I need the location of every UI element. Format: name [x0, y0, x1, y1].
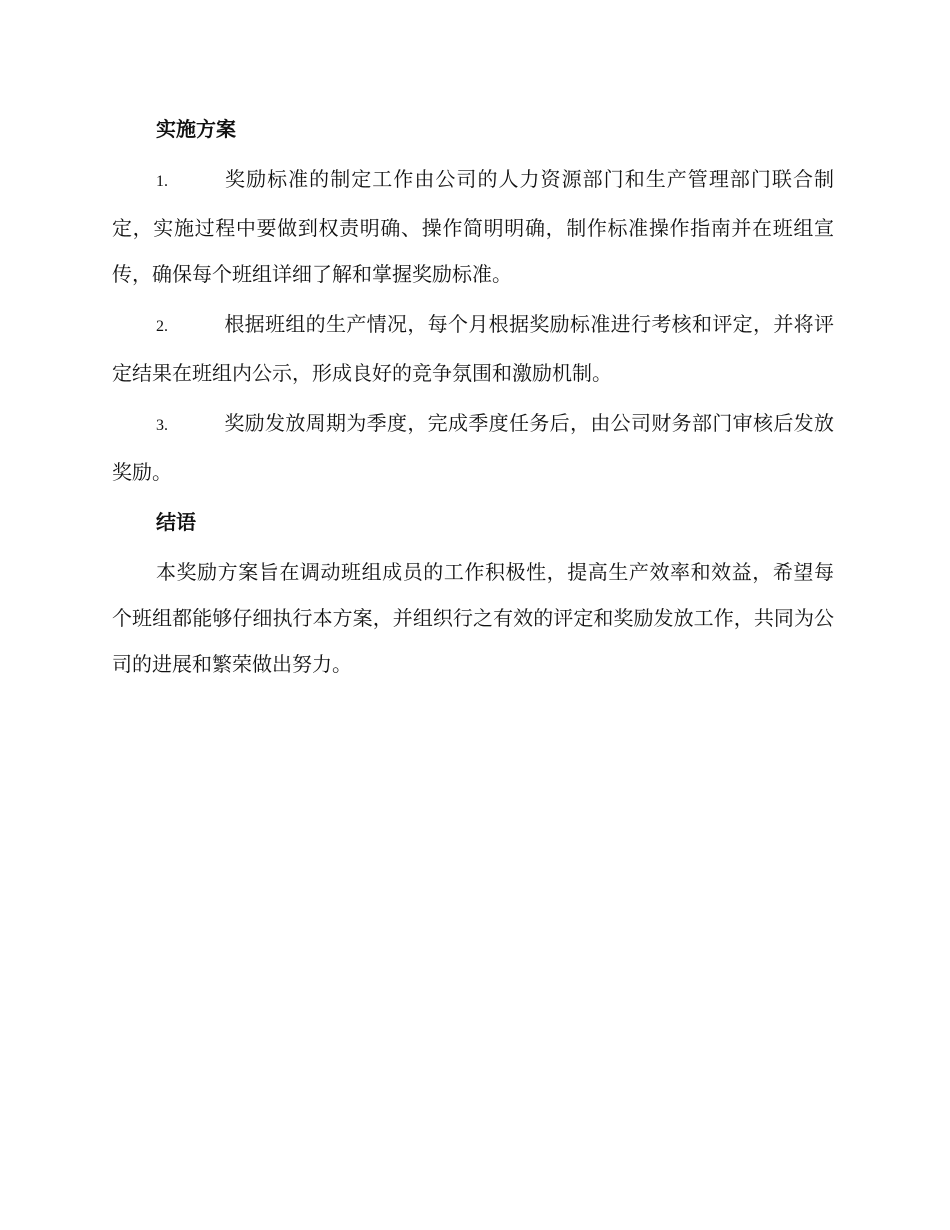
list-item-text: 奖励发放周期为季度，完成季度任务后，由公司财务部门审核后发放奖励。 [112, 411, 834, 484]
section-heading-conclusion: 结语 [156, 510, 196, 534]
conclusion-paragraph: 本奖励方案旨在调动班组成员的工作积极性，提高生产效率和效益，希望每个班组都能够仔细执行本方案，并组织行之有效的评定和奖励发放工作，共同为公司的进展和繁荣做出努力。 [112, 560, 834, 676]
list-item-number: 2. [156, 318, 168, 335]
list-item [112, 400, 834, 495]
list-item-text: 奖励标准的制定工作由公司的人力资源部门和生产管理部门联合制定，实施过程中要做到权责明确、操作简明明确，制作标准操作指南并在班组宣传，确保每个班组详细了解和掌握奖励标准。 [112, 167, 834, 286]
document-page [112, 110, 834, 687]
list-item [112, 156, 834, 297]
list-item-number: 3. [156, 417, 168, 434]
section-heading-implementation: 实施方案 [156, 117, 236, 141]
list-item-number: 1. [156, 173, 168, 190]
list-item [112, 301, 834, 396]
list-item-text: 根据班组的生产情况，每个月根据奖励标准进行考核和评定，并将评定结果在班组内公示，形成良好的竞争氛围和激励机制。 [112, 312, 834, 385]
